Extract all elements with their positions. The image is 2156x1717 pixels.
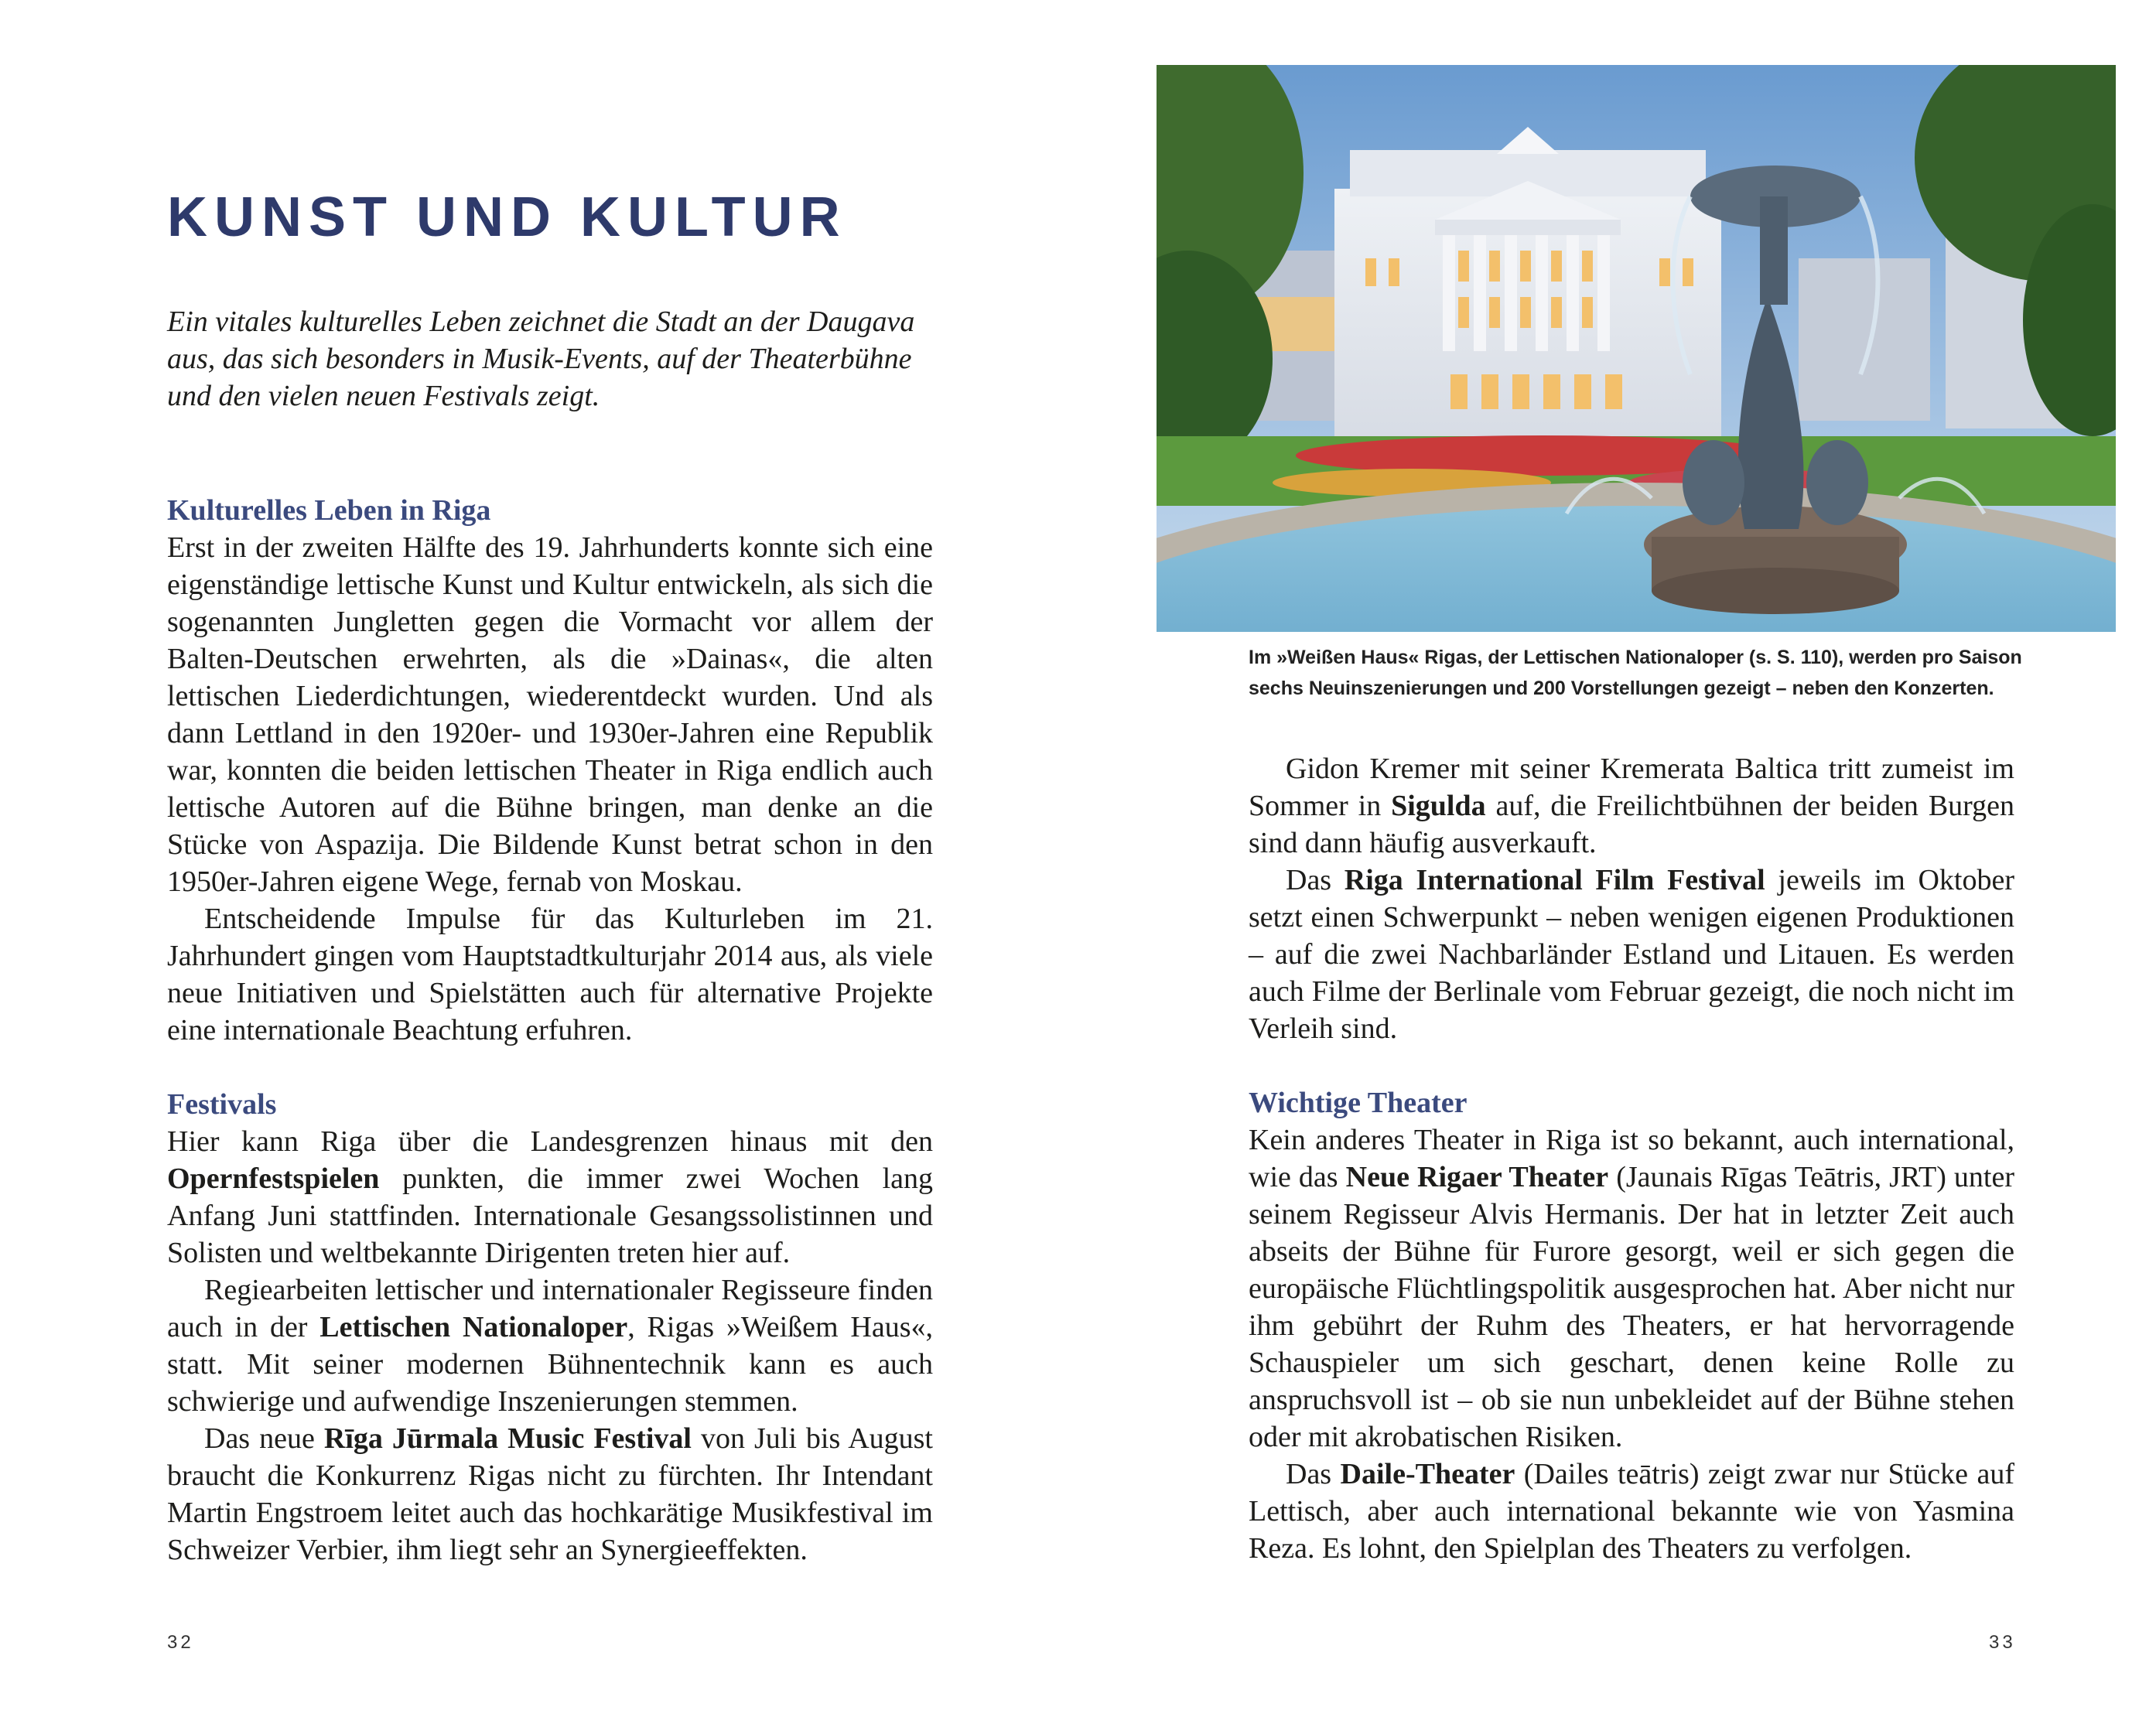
- chapter-title: KUNST UND KULTUR: [167, 186, 847, 248]
- section-heading-festivals: Festivals: [167, 1088, 277, 1121]
- page-number: 33: [1989, 1632, 2016, 1653]
- bold-term: Opernfestspielen: [167, 1162, 380, 1195]
- page-number: 32: [167, 1632, 194, 1653]
- section-heading-wichtige-theater: Wichtige Theater: [1249, 1087, 1468, 1119]
- photo-caption: Im »Weißen Haus« Rigas, der Lettischen Nationaloper (s. S. 110), werden pro Saison sechs Neuinszenierungen und 200 Vorstellungen gezeigt – neben den Konzerten.: [1249, 647, 2022, 699]
- bold-term: Sigulda: [1391, 790, 1486, 822]
- paragraph: Das Daile-Theater (Dailes teātris) zeigt zwar nur Stücke auf Lettisch, aber auch international bekannte wie von Yasmina Reza. Es lohnt, den Spielplan des Theaters zu verfolgen.: [1249, 1458, 2014, 1565]
- chapter-intro: Ein vitales kulturelles Leben zeichnet die Stadt an der Daugava aus, das sich besonders in Musik-Events, auf der Theaterbühne und den vielen neuen Festivals zeigt.: [167, 306, 915, 412]
- opera-house-photo: [1157, 65, 2116, 632]
- paragraph: Kein anderes Theater in Riga ist so bekannt, auch international, wie das Neue Rigaer Theater (Jaunais Rīgas Teātris, JRT) unter seinem Regisseur Alvis Hermanis. Der hat in letzter Zeit auch abseits der Bühne für Furore gesorgt, weil er sich gegen die europäische Flüchtlingspolitik ausgesprochen hat. Aber nicht nur ihm gebührt der Ruhm des Theaters, er hat hervorragende Schauspieler um sich geschart, denen keine Rolle zu anspruchsvoll ist – ob sie nun unbekleidet auf der Bühne stehen oder mit akrobatischen Risiken.: [1249, 1124, 2014, 1453]
- paragraph: Hier kann Riga über die Landesgrenzen hinaus mit den Opernfestspielen punkten, die immer zwei Wochen lang Anfang Juni stattfinden. Internationale Gesangssolistinnen und Solisten und weltbekannte Dirigenten treten hier auf.: [167, 1125, 933, 1269]
- left-text-column: [167, 492, 933, 1569]
- paragraph: Das neue Rīga Jūrmala Music Festival von Juli bis August braucht die Konkurrenz Rigas nicht zu fürchten. Ihr Intendant Martin Engstroem leitet auch das hochkarätige Musikfestival im Schweizer Verbier, ihm liegt sehr an Synergieeffekten.: [167, 1422, 933, 1566]
- paragraph: Entscheidende Impulse für das Kulturleben im 21. Jahrhundert gingen vom Hauptstadtkulturjahr 2014 aus, als viele neue Initiativen und Spielstätten auch für alternative Projekte eine internationale Beachtung erfuhren.: [167, 903, 933, 1046]
- bold-term: Daile-Theater: [1340, 1458, 1515, 1490]
- paragraph: Erst in der zweiten Hälfte des 19. Jahrhunderts konnte sich eine eigenständige lettische Kunst und Kultur entwickeln, als sich die sogenannten Jungletten gegen die Vormacht vor allem der Balten-Deutschen erwehrten, als die »Dainas«, die alten lettischen Liederdichtungen, wiederentdeckt wurden. Und als dann Lettland in den 1920er- und 1930er-Jahren eine Republik war, konnten die beiden lettischen Theater in Riga endlich auch lettische Autoren auf die Bühne bringen, man denke an die Stücke von Aspazija. Die Bildende Kunst betrat schon in den 1950er-Jahren eigene Wege, fernab von Moskau.: [167, 531, 933, 898]
- bold-term: Rīga Jūrmala Music Festival: [323, 1422, 692, 1455]
- right-page: [1078, 0, 2156, 1717]
- bold-term: Neue Rigaer Theater: [1345, 1161, 1609, 1193]
- paragraph: Das Riga International Film Festival jeweils im Oktober setzt einen Schwerpunkt – neben wenigen eigenen Produktionen – auf die zwei Nachbarländer Estland und Litauen. Es werden auch Filme der Berlinale vom Februar gezeigt, die noch nicht im Verleih sind.: [1249, 864, 2014, 1045]
- bold-term: Riga International Film Festival: [1344, 864, 1765, 896]
- bold-term: Lettischen Nationaloper: [319, 1311, 628, 1343]
- section-heading-kulturelles-leben: Kulturelles Leben in Riga: [167, 494, 491, 527]
- paragraph: Gidon Kremer mit seiner Kremerata Baltica tritt zumeist im Sommer in Sigulda auf, die Freilichtbühnen der beiden Burgen sind dann häufig ausverkauft.: [1249, 753, 2015, 859]
- paragraph: Regiearbeiten lettischer und internationaler Regisseure finden auch in der Lettischen Nationaloper, Rigas »Weißem Haus«, statt. Mit seiner modernen Bühnentechnik kann es auch schwierige und aufwendige Inszenierungen stemmen.: [167, 1274, 934, 1418]
- right-text-column: [1249, 750, 2014, 1567]
